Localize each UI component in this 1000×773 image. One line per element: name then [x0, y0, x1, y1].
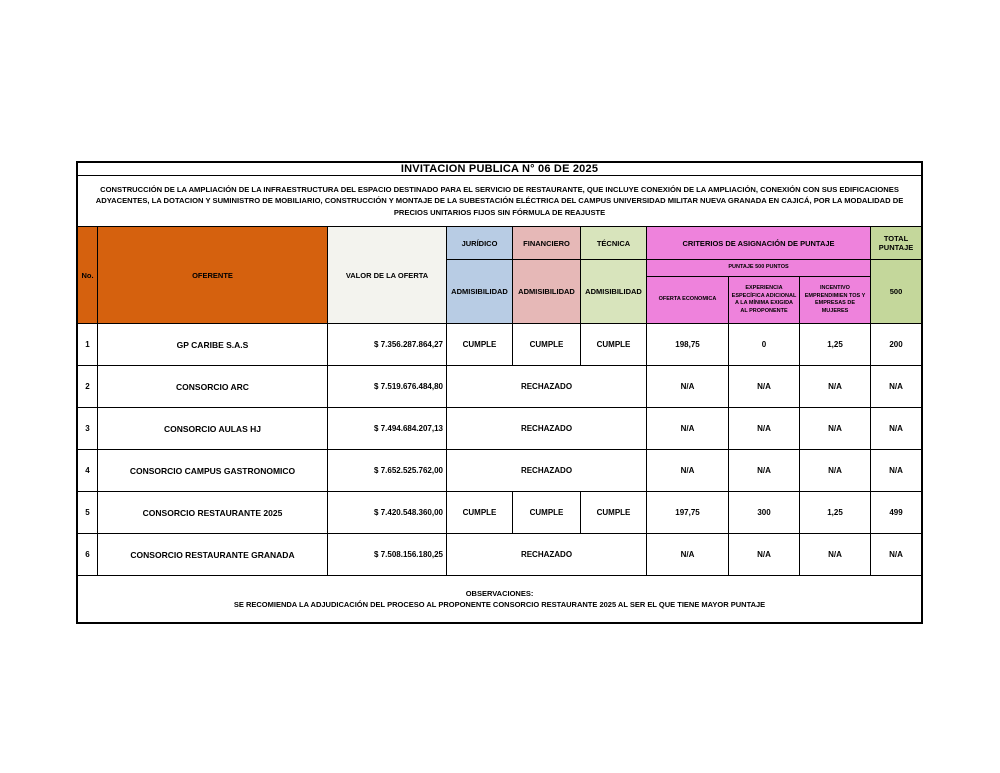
- row-oferente: CONSORCIO ARC: [98, 366, 328, 408]
- row-oferta-economica: N/A: [647, 450, 729, 492]
- row-oferta-economica: N/A: [647, 366, 729, 408]
- row-incentivo: 1,25: [800, 492, 871, 534]
- header-valor: VALOR DE LA OFERTA: [328, 227, 447, 324]
- row-experiencia: 300: [729, 492, 800, 534]
- header-juridico: JURÍDICO: [447, 227, 513, 260]
- header-financiero: FINANCIERO: [513, 227, 581, 260]
- header-oferente: OFERENTE: [98, 227, 328, 324]
- row-oferta-economica: 197,75: [647, 492, 729, 534]
- row-oferente: CONSORCIO RESTAURANTE GRANADA: [98, 534, 328, 576]
- row-experiencia: N/A: [729, 534, 800, 576]
- row-rechazado: RECHAZADO: [447, 450, 647, 492]
- row-valor: $ 7.508.156.180,25: [328, 534, 447, 576]
- document-description: CONSTRUCCIÓN DE LA AMPLIACIÓN DE LA INFRAESTRUCTURA DEL ESPACIO DESTINADO PARA EL SERVICIO DE RESTAURANTE, QUE INCLUYE CONEXIÓN DE LA AMPLIACIÓN, CONEXIÓN CON SUS EDIFICACIONES ADYACENTES, LA DOTACION Y SUMINISTRO DE MOBILIARIO, CONSTRUCCIÓN Y MONTAJE DE LA SUBESTACIÓN ELÉCTRICA DEL CAMPUS UNIVERSIDAD MILITAR NUEVA GRANADA EN CAJICÁ, POR LA MODALIDAD DE PRECIOS UNITARIOS FIJOS SIN FÓRMULA DE REAJUSTE: [78, 176, 922, 227]
- table-row: [78, 492, 922, 534]
- row-incentivo: N/A: [800, 408, 871, 450]
- row-oferta-economica: N/A: [647, 534, 729, 576]
- row-no: 6: [78, 534, 98, 576]
- row-total: N/A: [871, 408, 922, 450]
- row-tecnica: CUMPLE: [581, 324, 647, 366]
- row-juridico: CUMPLE: [447, 324, 513, 366]
- row-oferta-economica: N/A: [647, 408, 729, 450]
- row-total: 499: [871, 492, 922, 534]
- row-no: 1: [78, 324, 98, 366]
- table-row: [78, 408, 922, 450]
- row-oferta-economica: 198,75: [647, 324, 729, 366]
- header-no: No.: [78, 227, 98, 324]
- row-no: 2: [78, 366, 98, 408]
- row-valor: $ 7.519.676.484,80: [328, 366, 447, 408]
- row-oferente: CONSORCIO RESTAURANTE 2025: [98, 492, 328, 534]
- row-valor: $ 7.652.525.762,00: [328, 450, 447, 492]
- table-row: [78, 324, 922, 366]
- row-financiero: CUMPLE: [513, 492, 581, 534]
- row-total: N/A: [871, 534, 922, 576]
- header-oferta-economica: OFERTA ECONOMICA: [647, 277, 729, 324]
- table-row: [78, 534, 922, 576]
- row-rechazado: RECHAZADO: [447, 408, 647, 450]
- row-valor: $ 7.356.287.864,27: [328, 324, 447, 366]
- row-no: 4: [78, 450, 98, 492]
- header-puntaje-500: PUNTAJE 500 PUNTOS: [647, 260, 871, 277]
- table-row: [78, 450, 922, 492]
- row-no: 3: [78, 408, 98, 450]
- header-admisibilidad-financiero: ADMISIBILIDAD: [513, 260, 581, 324]
- observaciones: [78, 576, 922, 623]
- row-no: 5: [78, 492, 98, 534]
- header-total: TOTAL PUNTAJE: [871, 227, 922, 260]
- row-financiero: CUMPLE: [513, 324, 581, 366]
- header-total-max: 500: [871, 260, 922, 324]
- header-criterios: CRITERIOS DE ASIGNACIÓN DE PUNTAJE: [647, 227, 871, 260]
- row-rechazado: RECHAZADO: [447, 366, 647, 408]
- evaluation-table: [77, 162, 922, 623]
- row-oferente: CONSORCIO CAMPUS GASTRONOMICO: [98, 450, 328, 492]
- evaluation-document: [76, 161, 923, 624]
- row-incentivo: N/A: [800, 450, 871, 492]
- header-tecnica: TÉCNICA: [581, 227, 647, 260]
- row-experiencia: N/A: [729, 366, 800, 408]
- row-incentivo: N/A: [800, 366, 871, 408]
- header-admisibilidad-tecnica: ADMISIBILIDAD: [581, 260, 647, 324]
- row-incentivo: 1,25: [800, 324, 871, 366]
- row-oferente: GP CARIBE S.A.S: [98, 324, 328, 366]
- row-total: N/A: [871, 366, 922, 408]
- header-admisibilidad-juridico: ADMISIBILIDAD: [447, 260, 513, 324]
- row-incentivo: N/A: [800, 534, 871, 576]
- table-row: [78, 366, 922, 408]
- row-valor: $ 7.494.684.207,13: [328, 408, 447, 450]
- row-oferente: CONSORCIO AULAS HJ: [98, 408, 328, 450]
- row-experiencia: 0: [729, 324, 800, 366]
- header-experiencia: EXPERIENCIA ESPECÍFICA ADICIONAL A LA MÍNIMA EXIGIDA AL PROPONENTE: [729, 277, 800, 324]
- row-juridico: CUMPLE: [447, 492, 513, 534]
- row-experiencia: N/A: [729, 408, 800, 450]
- row-experiencia: N/A: [729, 450, 800, 492]
- observaciones-text: SE RECOMIENDA LA ADJUDICACIÓN DEL PROCESO AL PROPONENTE CONSORCIO RESTAURANTE 2025 AL SER EL QUE TIENE MAYOR PUNTAJE: [233, 600, 766, 609]
- observaciones-label: OBSERVACIONES:: [465, 589, 534, 598]
- row-valor: $ 7.420.548.360,00: [328, 492, 447, 534]
- row-total: N/A: [871, 450, 922, 492]
- header-incentivo: INCENTIVO EMPRENDIMIEN TOS Y EMPRESAS DE MUJERES: [800, 277, 871, 324]
- row-rechazado: RECHAZADO: [447, 534, 647, 576]
- row-tecnica: CUMPLE: [581, 492, 647, 534]
- row-total: 200: [871, 324, 922, 366]
- document-title: INVITACION PUBLICA N° 06 DE 2025: [78, 163, 922, 176]
